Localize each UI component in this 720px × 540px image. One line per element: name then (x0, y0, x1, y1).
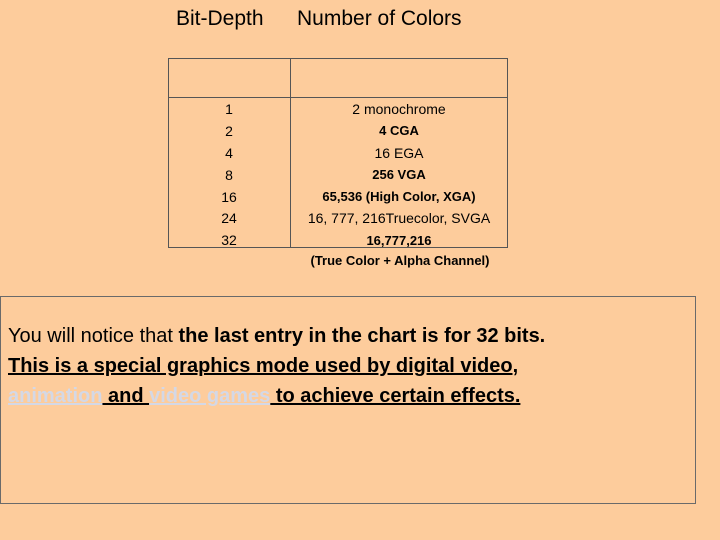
table-row-bits: 16 (221, 189, 237, 205)
video-games-link[interactable]: video games (149, 385, 271, 407)
header-bit-depth: Bit-Depth (176, 7, 264, 30)
table-row-bits: 1 (225, 101, 233, 117)
table-row-colors: 16 EGA (374, 145, 424, 161)
table-row-colors: 256 VGA (372, 167, 426, 182)
header-number-of-colors: Number of Colors (297, 7, 462, 30)
table-row-bits: 2 (225, 123, 233, 139)
table-row-colors: 16,777,216 (366, 233, 432, 248)
table-header-divider (168, 97, 508, 98)
table-row-bits: 24 (221, 210, 237, 226)
table-row-bits: 8 (225, 167, 233, 183)
table-row-colors: 65,536 (High Color, XGA) (322, 189, 476, 204)
table-row-bits: 4 (225, 145, 233, 161)
animation-link[interactable]: animation (8, 385, 103, 407)
notes-sentence: This is a special graphics mode used by digital video, (8, 355, 519, 377)
table-row-colors-note: (True Color + Alpha Channel) (310, 253, 490, 268)
table-row-bits: 32 (221, 232, 237, 248)
notes-text-box (0, 296, 696, 504)
notes-and: and (102, 385, 150, 407)
notes-ending: to achieve certain effects. (270, 385, 521, 407)
notes-emphasis: the last entry in the chart is for 32 bits. (178, 325, 546, 347)
table-row-colors: 16, 777, 216Truecolor, SVGA (307, 210, 491, 226)
notes-intro: You will notice that (8, 325, 179, 347)
table-top-border (168, 58, 508, 59)
table-row-colors: 4 CGA (379, 123, 419, 138)
table-row-colors: 2 monochrome (352, 101, 446, 117)
